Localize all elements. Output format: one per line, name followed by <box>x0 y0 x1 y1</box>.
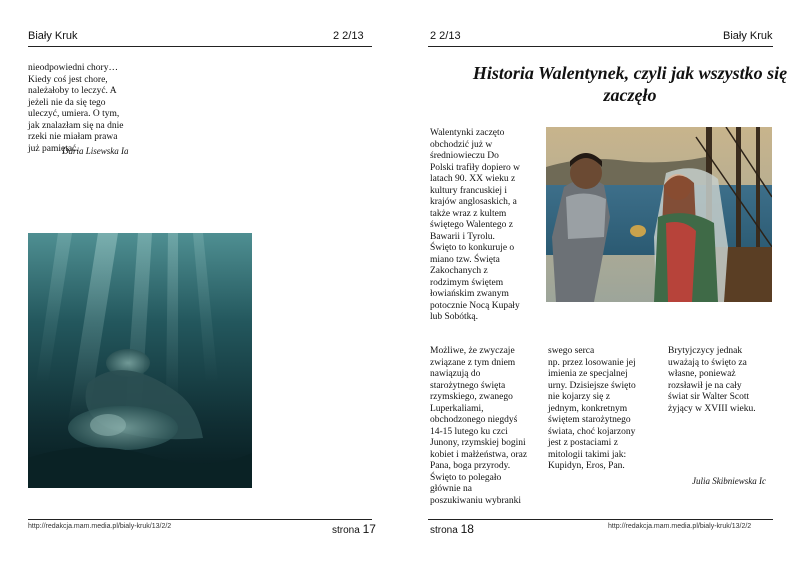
tristan-isolde-painting <box>546 127 772 302</box>
footer-url[interactable]: http://redakcja.mam.media.pl/bialy-kruk/13/2/2 <box>28 523 172 530</box>
page-word: strona <box>430 525 458 536</box>
page-number: 18 <box>460 522 474 536</box>
author-signature: Julia Skibniewska Ic <box>692 476 766 486</box>
author-signature: Daria Lisewska Ia <box>62 146 129 156</box>
article-title: Historia Walentynek, czyli jak wszystko się zaczęło <box>472 63 788 105</box>
footer-rule <box>428 519 773 520</box>
page-number: 17 <box>362 522 376 536</box>
page-number-label <box>430 522 474 536</box>
article-column-3: Brytyjczycy jednak uważają to święto za własne, ponieważ rozsławił je na cały świat sir Walter Scott żyjący w XVIII wieku. <box>668 346 756 414</box>
header-publication: Biały Kruk <box>28 30 78 42</box>
article-column-2: swego serca np. przez losowanie jej imienia ze specjalnej urny. Dzisiejsze święto nie kojarzy się z jednym, konkretnym świętem starożytnego świata, choć kojarzony jest z postaciami z mitologii takimi jak: Kupidyn, Eros, Pan. <box>548 346 636 471</box>
footer-rule <box>28 519 372 520</box>
header-issue: 2 2/13 <box>333 30 364 42</box>
header-rule <box>28 46 372 47</box>
right-page <box>400 0 800 566</box>
header-issue: 2 2/13 <box>430 30 461 42</box>
footer-url[interactable]: http://redakcja.mam.media.pl/bialy-kruk/13/2/2 <box>608 523 752 530</box>
poem-ending-text: nieodpowiedni chory… Kiedy coś jest chore, należałoby to leczyć. A jeżeli nie da się tego uleczyć, umiera. O tym, jak znalazłam się na dnie rzeki nie miałam prawa już pamiętać. <box>28 63 124 154</box>
article-intro: Walentynki zaczęto obchodzić już w średniowieczu Do Polski trafiły dopiero w latach 90. XX wieku z kultury francuskiej i krajów anglosaskich, a także wraz z kultem świętego Walentego z Bawarii i Tyrolu. Święto to konkuruje o miano tzw. Święta Zakochanych z rodzimym świętem łowiańskim zwanym potocznie Nocą Kupały lub Sobótką. <box>430 128 520 322</box>
page-number-label <box>332 522 376 536</box>
header-rule <box>428 46 773 47</box>
page-word: strona <box>332 525 360 536</box>
header-publication: Biały Kruk <box>723 30 773 42</box>
underwater-woman-image <box>28 233 252 488</box>
article-column-1: Możliwe, że zwyczaje związane z tym dniem nawiązują do starożytnego święta rzymskiego, zwanego Luperkaliami, obchodzonego niegdyś 14-15 lutego ku czci Junony, rzymskiej bogini kobiet i małżeństwa, oraz Pana, boga przyrody. Święto to polegało głównie na poszukiwaniu wybranki <box>430 346 528 506</box>
